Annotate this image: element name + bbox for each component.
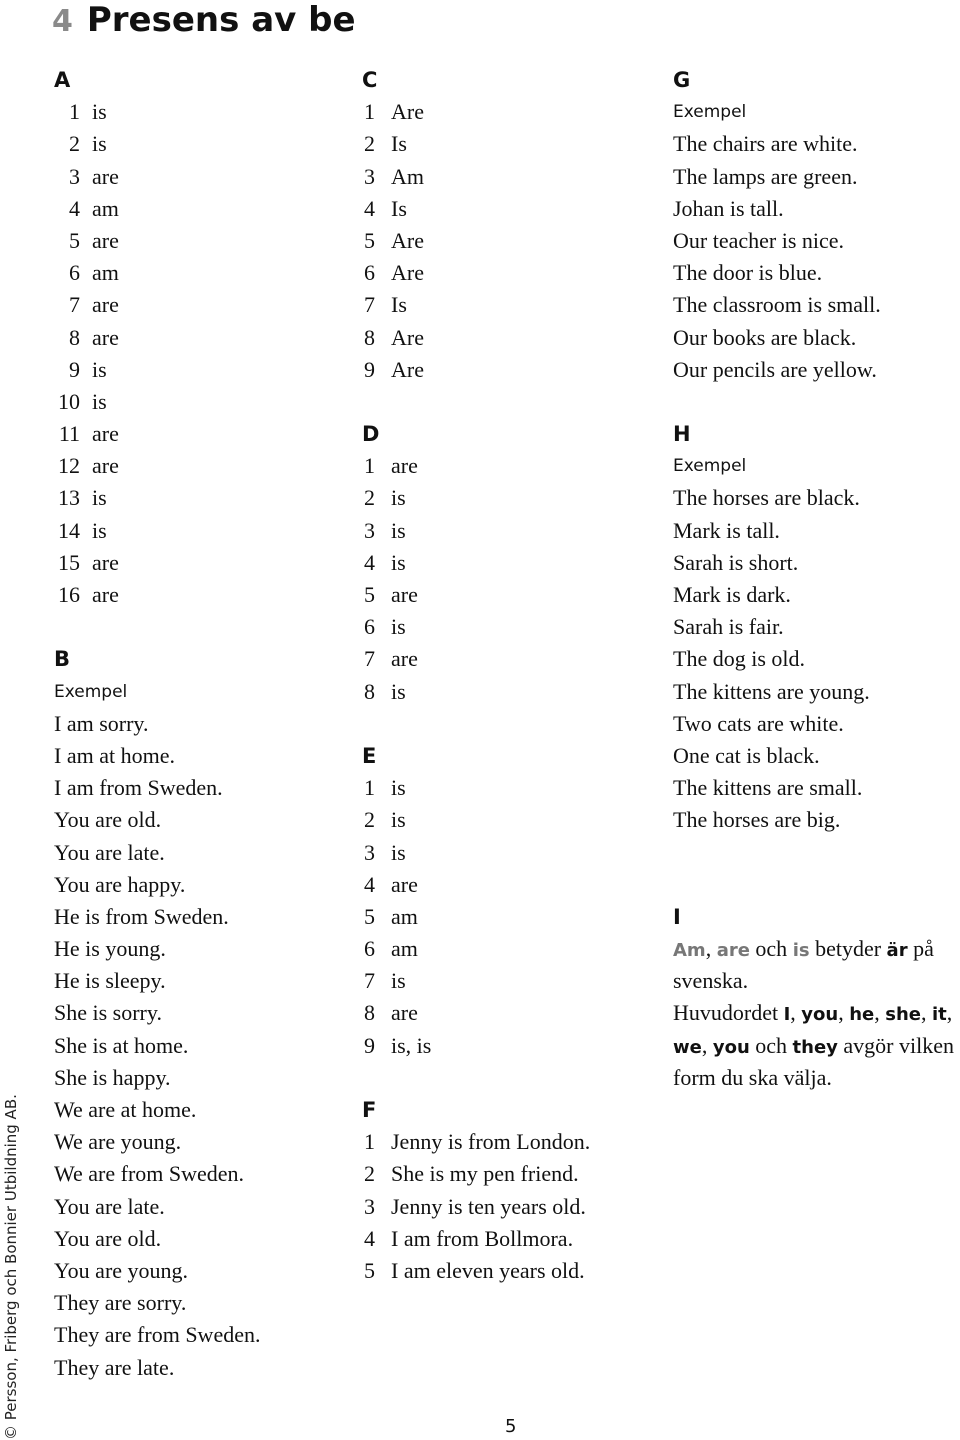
answer-row: [54, 418, 344, 450]
section-i-line-5: [673, 1062, 960, 1094]
answer-row: [54, 257, 344, 289]
sentence: One cat is black.: [673, 742, 820, 768]
answer-row: [362, 1255, 652, 1287]
answer-text: are: [391, 1000, 418, 1026]
sentence: The chairs are white.: [673, 131, 858, 157]
answer-number: 3: [364, 517, 375, 543]
answer-text: are: [391, 871, 418, 897]
column-left: [54, 64, 344, 1384]
answer-text: is: [391, 775, 406, 801]
answer-number: 3: [364, 839, 375, 865]
answer-number: 3: [364, 163, 375, 189]
answer-row: [362, 1223, 652, 1255]
section-g-heading: G: [673, 68, 691, 92]
answer-number: 4: [364, 1225, 375, 1251]
answer-row: [54, 193, 344, 225]
answer-text: Jenny is ten years old.: [391, 1193, 586, 1219]
answer-number: 6: [364, 260, 375, 286]
svenska: svenska.: [673, 968, 749, 994]
answer-number: 7: [69, 292, 80, 318]
answer-number: 5: [364, 227, 375, 253]
answer-text: Are: [391, 260, 424, 286]
sentence: The horses are big.: [673, 807, 841, 833]
answer-text: are: [92, 582, 119, 607]
answer-number: 15: [58, 549, 80, 575]
answer-number: 5: [69, 227, 80, 253]
answer-number: 6: [69, 260, 80, 286]
answer-row: [362, 804, 652, 836]
sentence: The lamps are green.: [673, 163, 858, 189]
answer-row: [54, 386, 344, 418]
sentence: The horses are black.: [673, 485, 860, 511]
sentence: He is young.: [54, 936, 166, 962]
answer-row: [362, 933, 652, 965]
answer-text: are: [92, 421, 119, 447]
answer-text: am: [391, 936, 418, 962]
kw-it: it: [932, 1004, 947, 1026]
answer-number: 7: [364, 646, 375, 672]
answer-row: [362, 450, 652, 482]
answer-text: Are: [391, 227, 424, 253]
answer-row: [362, 515, 652, 547]
answer-text: is: [391, 614, 406, 640]
answer-row: [54, 161, 344, 193]
answer-row: [362, 772, 652, 804]
kw-she: she: [885, 1004, 921, 1026]
answer-number: 9: [364, 356, 375, 382]
section-e-heading: E: [362, 743, 377, 768]
answer-number: 2: [364, 1161, 375, 1187]
chapter-number: 4: [52, 4, 73, 39]
sentence: She is at home.: [54, 1032, 189, 1058]
answer-number: 12: [58, 453, 80, 479]
answer-row: [362, 289, 652, 321]
answer-text: is: [391, 839, 406, 865]
sentence: He is sleepy.: [54, 968, 166, 994]
answer-row: [362, 96, 652, 128]
answer-text: Are: [391, 324, 424, 350]
answer-number: 1: [364, 775, 375, 801]
column-middle: [362, 64, 652, 1287]
answer-text: are: [391, 453, 418, 479]
answer-number: 10: [58, 388, 80, 414]
answer-number: 8: [364, 1000, 375, 1026]
answer-row: [362, 354, 652, 386]
kw-are: are: [716, 940, 750, 962]
answer-row: [362, 161, 652, 193]
answer-row: [362, 482, 652, 514]
section-h-list: [673, 482, 960, 836]
answer-number: 6: [364, 614, 375, 640]
answer-row: [362, 128, 652, 160]
kw-is: is: [792, 940, 810, 962]
sentence: You are happy.: [54, 871, 186, 897]
sentence: You are old.: [54, 807, 162, 833]
section-g-list: [673, 128, 960, 386]
answer-number: 5: [364, 1257, 375, 1283]
kw-i: I: [783, 1004, 791, 1026]
sentence: Johan is tall.: [673, 195, 784, 221]
answer-number: 6: [364, 936, 375, 962]
sentence: Mark is tall.: [673, 517, 780, 543]
answer-text: are: [92, 227, 119, 253]
sentence: We are from Sweden.: [54, 1161, 245, 1187]
answer-row: [54, 515, 344, 547]
answer-number: 3: [69, 163, 80, 189]
column-right: [673, 64, 960, 1094]
answer-text: Is: [391, 195, 407, 221]
sentence: I am at home.: [54, 742, 175, 768]
answer-text: Jenny is from London.: [391, 1129, 591, 1155]
answer-row: [54, 322, 344, 354]
section-i-line-2: [673, 965, 960, 997]
section-h-exempel: Exempel: [673, 456, 747, 477]
kw-we: we: [673, 1036, 702, 1058]
answer-text: is: [391, 678, 406, 704]
answer-text: am: [92, 260, 119, 286]
answer-number: 7: [364, 292, 375, 318]
answer-number: 5: [364, 582, 375, 607]
answer-text: are: [391, 582, 418, 607]
answer-text: are: [92, 549, 119, 575]
avgor: avgör vilken: [843, 1032, 954, 1058]
kw-am: Am: [673, 940, 706, 962]
answer-row: [54, 547, 344, 579]
answer-row: [362, 901, 652, 933]
answer-text: are: [92, 324, 119, 350]
pa: på: [913, 936, 934, 962]
answer-text: is: [391, 968, 406, 994]
answer-number: 1: [364, 1129, 375, 1155]
answer-text: Is: [391, 131, 407, 157]
sentence: Our books are black.: [673, 324, 857, 350]
answer-number: 9: [69, 356, 80, 382]
huvudordet: Huvudordet: [673, 1000, 779, 1026]
kw-ar: är: [886, 940, 908, 962]
sentence: Our teacher is nice.: [673, 227, 845, 253]
answer-row: [362, 869, 652, 901]
section-b-exempel: Exempel: [54, 681, 128, 702]
answer-number: 14: [58, 517, 80, 543]
answer-number: 1: [364, 99, 375, 125]
answer-number: 2: [364, 485, 375, 511]
sentence: I am from Sweden.: [54, 775, 223, 801]
answer-row: [362, 1030, 652, 1062]
page-title: Presens av be: [86, 0, 356, 40]
page-header: [52, 0, 356, 44]
sentence: The kittens are young.: [673, 678, 870, 704]
answer-row: [362, 257, 652, 289]
sentence: You are old.: [54, 1225, 162, 1251]
answer-text: is, is: [391, 1032, 432, 1058]
answer-text: She is my pen friend.: [391, 1161, 579, 1187]
section-d-list: [362, 450, 652, 708]
answer-text: is: [391, 549, 406, 575]
answer-number: 13: [58, 485, 80, 511]
answer-number: 4: [69, 195, 80, 221]
answer-number: 2: [364, 131, 375, 157]
answer-text: is: [391, 517, 406, 543]
sentence: The classroom is small.: [673, 292, 881, 318]
sentence: Sarah is fair.: [673, 614, 784, 640]
answer-text: Are: [391, 356, 424, 382]
answer-text: Am: [391, 163, 424, 189]
och-1: och: [755, 936, 788, 962]
answer-text: I am eleven years old.: [391, 1257, 585, 1283]
answer-number: 2: [364, 807, 375, 833]
sentence: Two cats are white.: [673, 710, 844, 736]
sentence: They are sorry.: [54, 1290, 187, 1316]
section-f-heading: F: [362, 1098, 377, 1122]
answer-text: is: [92, 131, 107, 157]
sentence: You are late.: [54, 839, 165, 865]
sentence: They are late.: [54, 1354, 175, 1380]
answer-row: [362, 1158, 652, 1190]
sentence: You are young.: [54, 1257, 189, 1283]
answer-row: [362, 965, 652, 997]
answer-number: 4: [364, 871, 375, 897]
section-b-list: [54, 708, 344, 1384]
section-c-heading: C: [362, 68, 378, 92]
answer-row: [54, 354, 344, 386]
answer-text: is: [391, 807, 406, 833]
answer-number: 8: [364, 324, 375, 350]
sentence: They are from Sweden.: [54, 1322, 261, 1348]
sentence: She is sorry.: [54, 1000, 162, 1026]
answer-row: [362, 997, 652, 1029]
answer-number: 1: [364, 453, 375, 479]
section-i-line-4: we, you och they avgör vilken: [673, 1032, 954, 1058]
answer-text: am: [391, 903, 418, 929]
answer-row: [54, 96, 344, 128]
answer-text: is: [92, 517, 107, 543]
section-d-heading: D: [362, 422, 380, 447]
answer-row: [362, 837, 652, 869]
sentence: We are young.: [54, 1129, 182, 1155]
page-number: 5: [505, 1416, 517, 1437]
section-i-line-1: Am, are och is betyder är på: [673, 936, 934, 962]
kw-you: you: [801, 1004, 839, 1026]
och-2: och: [755, 1032, 788, 1058]
sentence: The dog is old.: [673, 646, 805, 672]
answer-row: [362, 1191, 652, 1223]
sentence: You are late.: [54, 1193, 165, 1219]
sentence: The kittens are small.: [673, 775, 863, 801]
section-h-heading: H: [673, 422, 691, 447]
section-a-heading: A: [54, 68, 71, 92]
sentence: Our pencils are yellow.: [673, 356, 877, 382]
answer-text: I am from Bollmora.: [391, 1225, 574, 1251]
answer-text: is: [92, 356, 107, 382]
answer-row: [362, 643, 652, 675]
answer-row: [362, 225, 652, 257]
answer-row: [54, 289, 344, 321]
answer-row: [362, 1126, 652, 1158]
answer-text: Is: [391, 292, 407, 318]
sentence: She is happy.: [54, 1064, 171, 1090]
answer-number: 3: [364, 1193, 375, 1219]
answer-number: 2: [69, 131, 80, 157]
answer-text: are: [92, 292, 119, 318]
answer-row: [362, 322, 652, 354]
answer-row: [54, 482, 344, 514]
section-a-list: [54, 96, 344, 611]
section-g-exempel: Exempel: [673, 102, 747, 123]
answer-text: Are: [391, 99, 424, 125]
answer-row: [362, 193, 652, 225]
kw-they: they: [792, 1036, 838, 1058]
sentence: Mark is dark.: [673, 582, 791, 607]
answer-row: [362, 579, 652, 611]
section-f-list: [362, 1126, 652, 1287]
answer-number: 7: [364, 968, 375, 994]
answer-text: is: [391, 485, 406, 511]
answer-number: 9: [364, 1032, 375, 1058]
sentence: Sarah is short.: [673, 549, 799, 575]
betyder: betyder: [815, 936, 882, 962]
answer-text: are: [92, 453, 119, 479]
answer-number: 16: [58, 582, 80, 607]
answer-row: [54, 450, 344, 482]
sentence: He is from Sweden.: [54, 903, 229, 929]
answer-row: [362, 611, 652, 643]
answer-number: 4: [364, 549, 375, 575]
answer-number: 4: [364, 195, 375, 221]
answer-row: [362, 547, 652, 579]
answer-row: [54, 128, 344, 160]
section-i-line-3: Huvudordet I, you, he, she, it,: [673, 1000, 953, 1026]
section-c-list: [362, 96, 652, 386]
copyright-notice: © Persson, Friberg och Bonnier Utbildning AB.: [2, 1094, 20, 1440]
kw-you-2: you: [712, 1036, 750, 1058]
answer-row: [54, 225, 344, 257]
section-e-list: [362, 772, 652, 1062]
answer-row: [362, 676, 652, 708]
kw-he: he: [849, 1004, 875, 1026]
sentence: We are at home.: [54, 1097, 197, 1122]
answer-number: 8: [364, 678, 375, 704]
answer-text: is: [92, 485, 107, 511]
answer-text: are: [391, 646, 418, 672]
answer-number: 1: [69, 99, 80, 125]
answer-row: [54, 579, 344, 611]
answer-text: are: [92, 163, 119, 189]
answer-number: 11: [58, 421, 80, 447]
answer-number: 8: [69, 324, 80, 350]
answer-number: 5: [364, 903, 375, 929]
sentence: The door is blue.: [673, 260, 823, 286]
answer-text: is: [92, 388, 107, 414]
form-text: form du ska välja.: [673, 1064, 832, 1090]
sentence: I am sorry.: [54, 710, 149, 736]
answer-text: am: [92, 195, 119, 221]
section-i-heading: I: [673, 904, 681, 929]
section-b-heading: B: [54, 647, 71, 672]
answer-text: is: [92, 99, 107, 125]
